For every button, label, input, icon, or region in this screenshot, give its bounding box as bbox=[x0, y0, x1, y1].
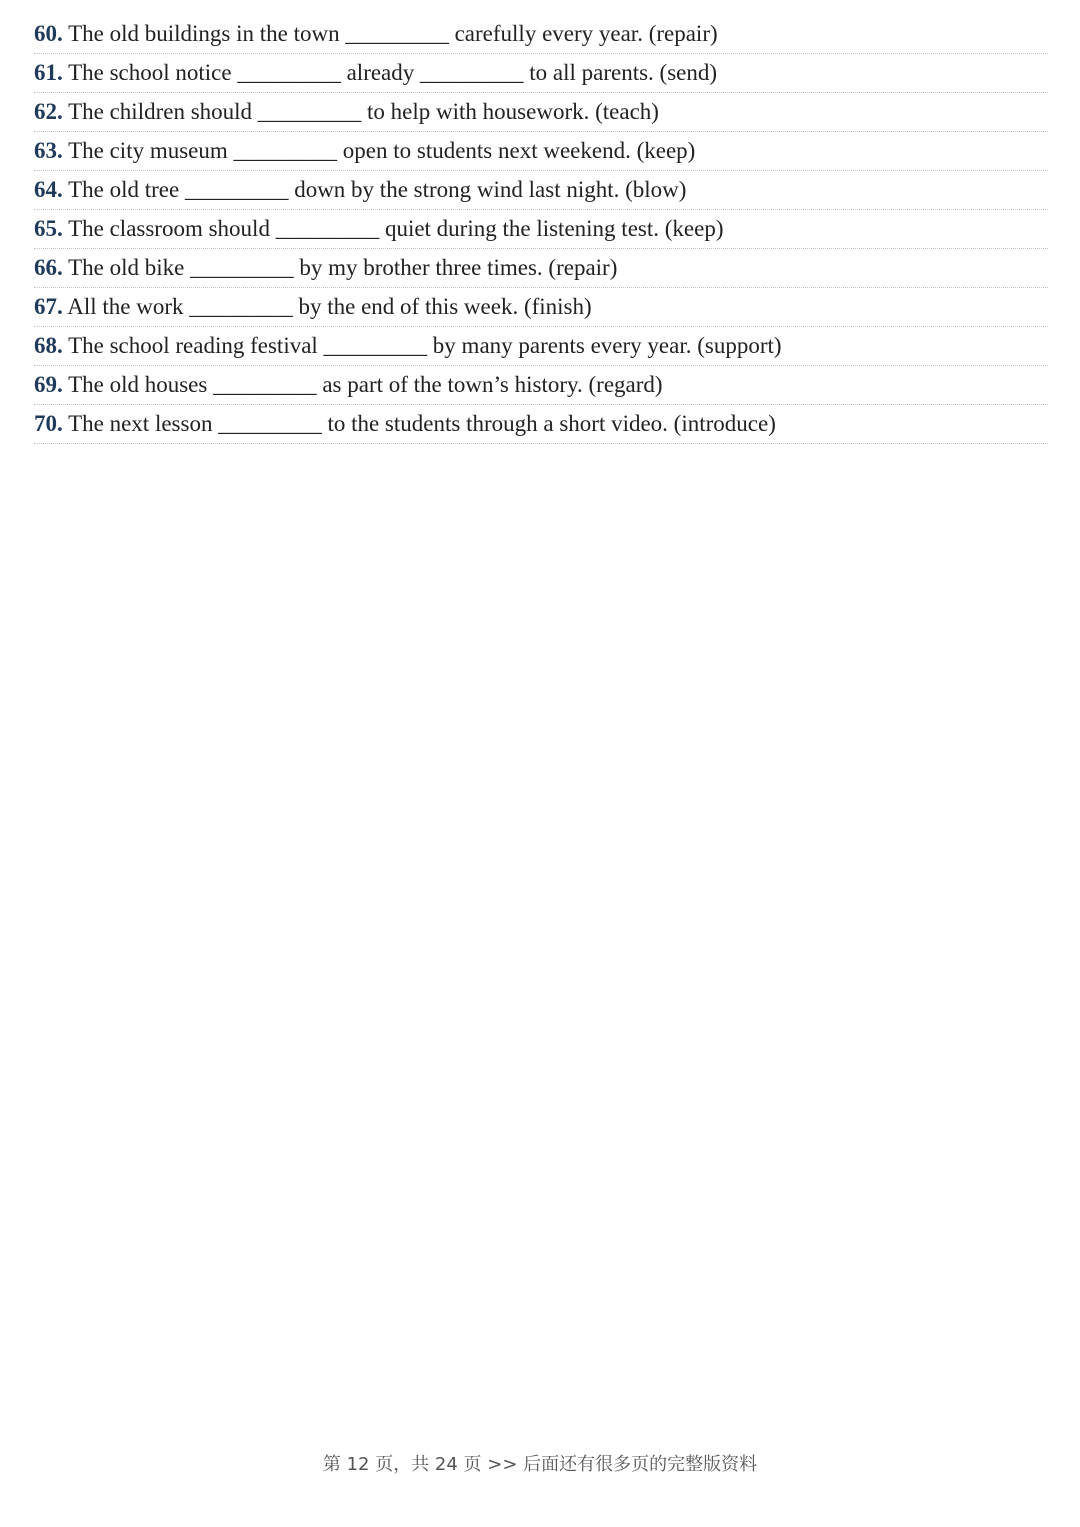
question-text: The next lesson _________ to the students through a short video. (introduce) bbox=[62, 411, 776, 436]
question-row-67 bbox=[34, 288, 1048, 327]
question-number: 62. bbox=[34, 99, 63, 124]
question-row-70 bbox=[34, 405, 1048, 444]
question-text: All the work _________ by the end of this week. (finish) bbox=[62, 294, 592, 319]
question-row-61 bbox=[34, 54, 1048, 93]
question-number: 67. bbox=[34, 294, 63, 319]
question-number: 68. bbox=[34, 333, 63, 358]
question-row-62 bbox=[34, 93, 1048, 132]
question-number: 65. bbox=[34, 216, 63, 241]
question-number: 63. bbox=[34, 138, 63, 163]
question-row-60 bbox=[34, 15, 1048, 54]
question-text: The school notice _________ already _________ to all parents. (send) bbox=[62, 60, 718, 85]
question-list bbox=[34, 15, 1048, 444]
question-number: 61. bbox=[34, 60, 63, 85]
question-text: The old houses _________ as part of the town’s history. (regard) bbox=[62, 372, 663, 397]
question-text: The children should _________ to help with housework. (teach) bbox=[62, 99, 659, 124]
question-text: The old tree _________ down by the strong wind last night. (blow) bbox=[62, 177, 687, 202]
page-footer: 第 12 页，共 24 页 >> 后面还有很多页的完整版资料 bbox=[322, 1454, 758, 1475]
question-row-69 bbox=[34, 366, 1048, 405]
question-text: The classroom should _________ quiet during the listening test. (keep) bbox=[62, 216, 724, 241]
question-row-63 bbox=[34, 132, 1048, 171]
question-text: The school reading festival _________ by many parents every year. (support) bbox=[62, 333, 782, 358]
question-row-66 bbox=[34, 249, 1048, 288]
question-number: 70. bbox=[34, 411, 63, 436]
question-text: The old bike _________ by my brother three times. (repair) bbox=[62, 255, 618, 280]
question-text: The old buildings in the town _________ carefully every year. (repair) bbox=[62, 21, 718, 46]
question-row-68 bbox=[34, 327, 1048, 366]
question-text: The city museum _________ open to students next weekend. (keep) bbox=[62, 138, 696, 163]
question-number: 69. bbox=[34, 372, 63, 397]
question-row-64 bbox=[34, 171, 1048, 210]
question-number: 60. bbox=[34, 21, 63, 46]
question-number: 64. bbox=[34, 177, 63, 202]
question-number: 66. bbox=[34, 255, 63, 280]
question-row-65 bbox=[34, 210, 1048, 249]
